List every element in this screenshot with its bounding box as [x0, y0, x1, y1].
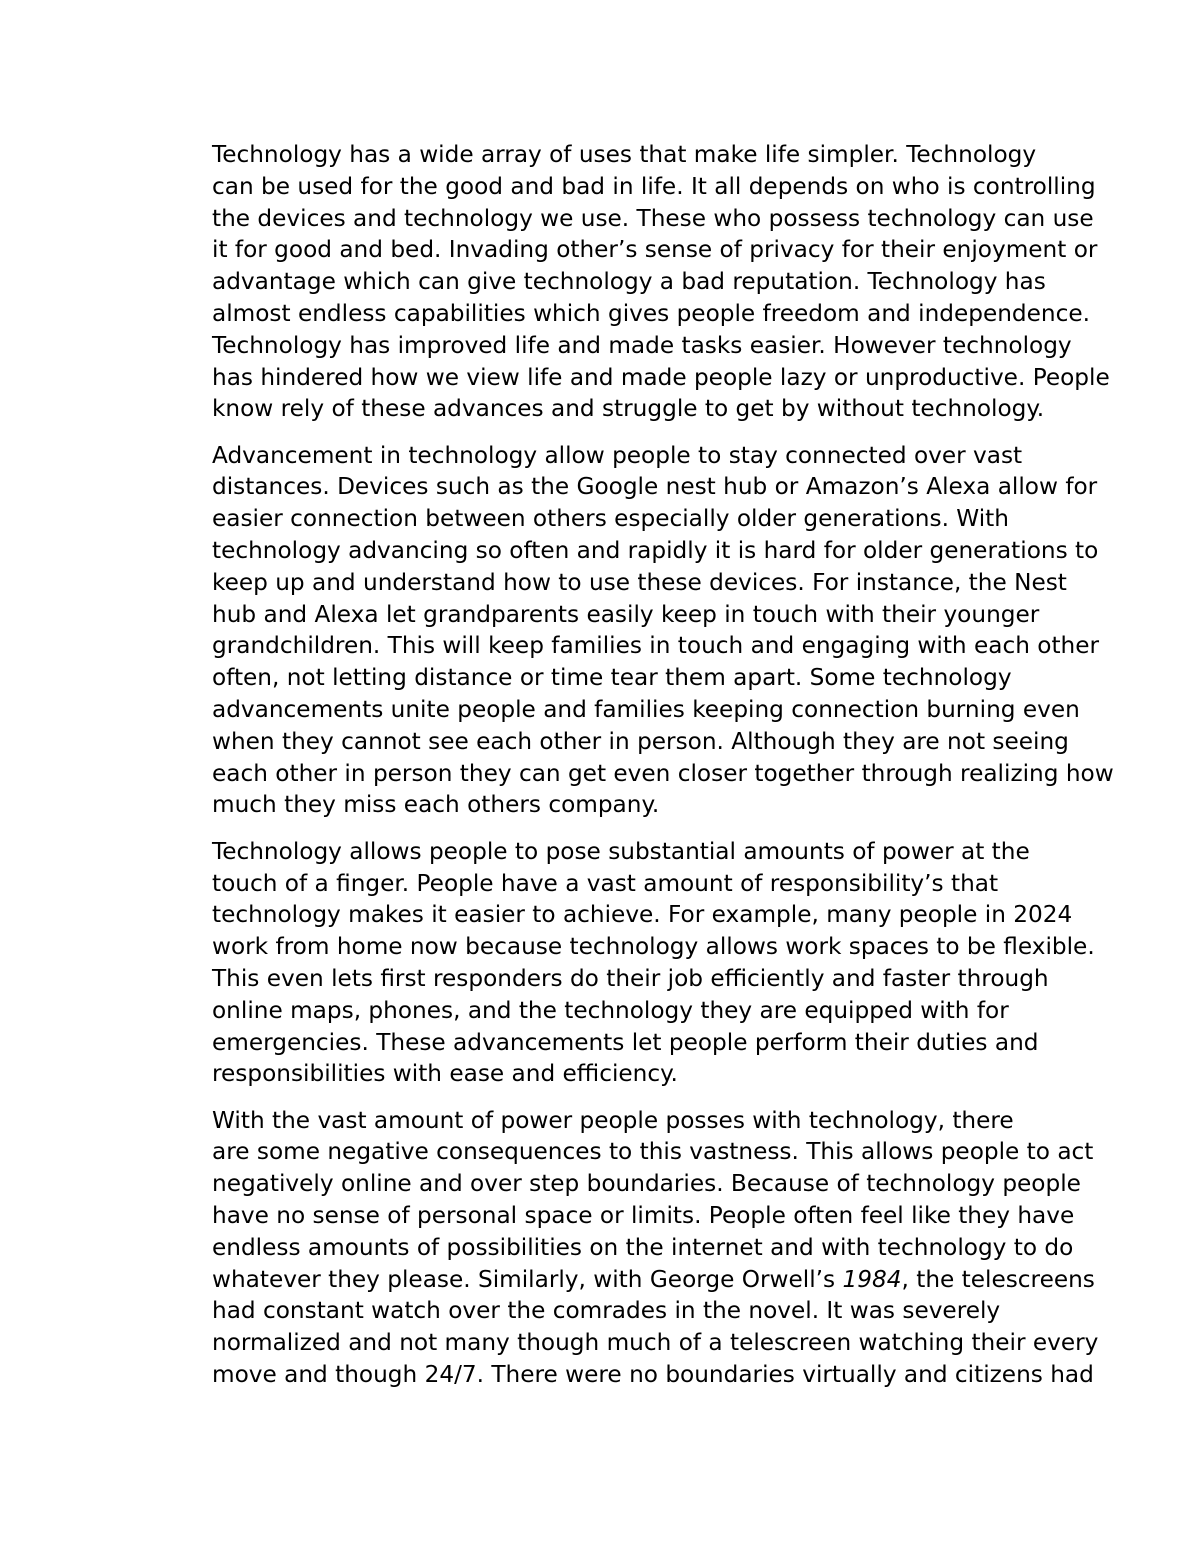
text-line: technology advancing so often and rapidly it is hard for older generations to: [212, 537, 1099, 565]
text-line: have no sense of personal space or limits. People often feel like they have: [212, 1202, 1075, 1229]
paragraph-2: [143, 440, 1114, 822]
paragraph-3: [143, 836, 1095, 1090]
text-line: This even lets first responders do their job efficiently and faster through: [212, 964, 1049, 992]
text-line: emergencies. These advancements let people perform their duties and: [212, 1028, 1039, 1056]
text-line: normalized and not many though much of a telescreen watching their every: [212, 1329, 1099, 1357]
text-line: know rely of these advances and struggle to get by without technology.: [212, 395, 1045, 423]
text-line: can be used for the good and bad in life. It all depends on who is controlling: [212, 172, 1096, 200]
text-line: Technology allows people to pose substantial amounts of power at the: [212, 837, 1030, 865]
text-line: advantage which can give technology a bad reputation. Technology has: [212, 268, 1046, 296]
text-line: With the vast amount of power people posses with technology, there: [212, 1106, 1014, 1134]
text-line: Technology has a wide array of uses that make life simpler. Technology: [212, 141, 1037, 168]
text-line: technology makes it easier to achieve. For example, many people in 2024: [212, 901, 1073, 929]
text-line: had constant watch over the comrades in the novel. It was severely: [212, 1297, 1001, 1325]
text-line: are some negative consequences to this vastness. This allows people to act: [212, 1138, 1094, 1166]
text-line: hub and Alexa let grandparents easily keep in touch with their younger: [212, 600, 1040, 628]
text-line: grandchildren. This will keep families in touch and engaging with each other: [212, 632, 1100, 660]
book-title: 1984: [842, 1265, 902, 1293]
paragraph-4: [143, 1105, 1099, 1391]
document-body: [143, 139, 1114, 1405]
text-line: negatively online and over step boundaries. Because of technology people: [212, 1170, 1081, 1198]
text-line: the devices and technology we use. These who possess technology can use: [212, 204, 1094, 232]
text-line: each other in person they can get even closer together through realizing how: [212, 759, 1114, 787]
text-line: move and though 24/7. There were no boundaries virtually and citizens had: [212, 1360, 1094, 1388]
text-line: when they cannot see each other in person. Although they are not seeing: [212, 727, 1069, 755]
text-segment: , the telescreens: [901, 1265, 1095, 1293]
text-line: Technology has improved life and made tasks easier. However technology: [212, 331, 1072, 359]
text-line: work from home now because technology allows work spaces to be flexible.: [212, 933, 1095, 961]
text-line: distances. Devices such as the Google nest hub or Amazon’s Alexa allow for: [212, 473, 1098, 501]
text-line: touch of a finger. People have a vast amount of responsibility’s that: [212, 869, 999, 897]
text-segment: whatever they please. Similarly, with George Orwell’s: [212, 1265, 843, 1293]
text-line: Advancement in technology allow people to stay connected over vast: [212, 441, 1023, 469]
text-line: it for good and bed. Invading other’s sense of privacy for their enjoyment or: [212, 236, 1098, 264]
text-line: responsibilities with ease and efficiency.: [212, 1060, 678, 1088]
text-line: endless amounts of possibilities on the internet and with technology to do: [212, 1233, 1074, 1261]
text-line: keep up and understand how to use these devices. For instance, the Nest: [212, 568, 1067, 596]
paragraph-1: [143, 139, 1110, 425]
text-line: has hindered how we view life and made people lazy or unproductive. People: [212, 363, 1110, 391]
text-line: almost endless capabilities which gives people freedom and independence.: [212, 299, 1090, 327]
text-line-with-book-title: [143, 1264, 1095, 1296]
text-line: often, not letting distance or time tear them apart. Some technology: [212, 664, 1012, 692]
text-line: much they miss each others company.: [212, 791, 660, 819]
text-line: online maps, phones, and the technology they are equipped with for: [212, 996, 1009, 1024]
text-line: advancements unite people and families keeping connection burning even: [212, 696, 1080, 724]
text-line: easier connection between others especially older generations. With: [212, 505, 1009, 533]
